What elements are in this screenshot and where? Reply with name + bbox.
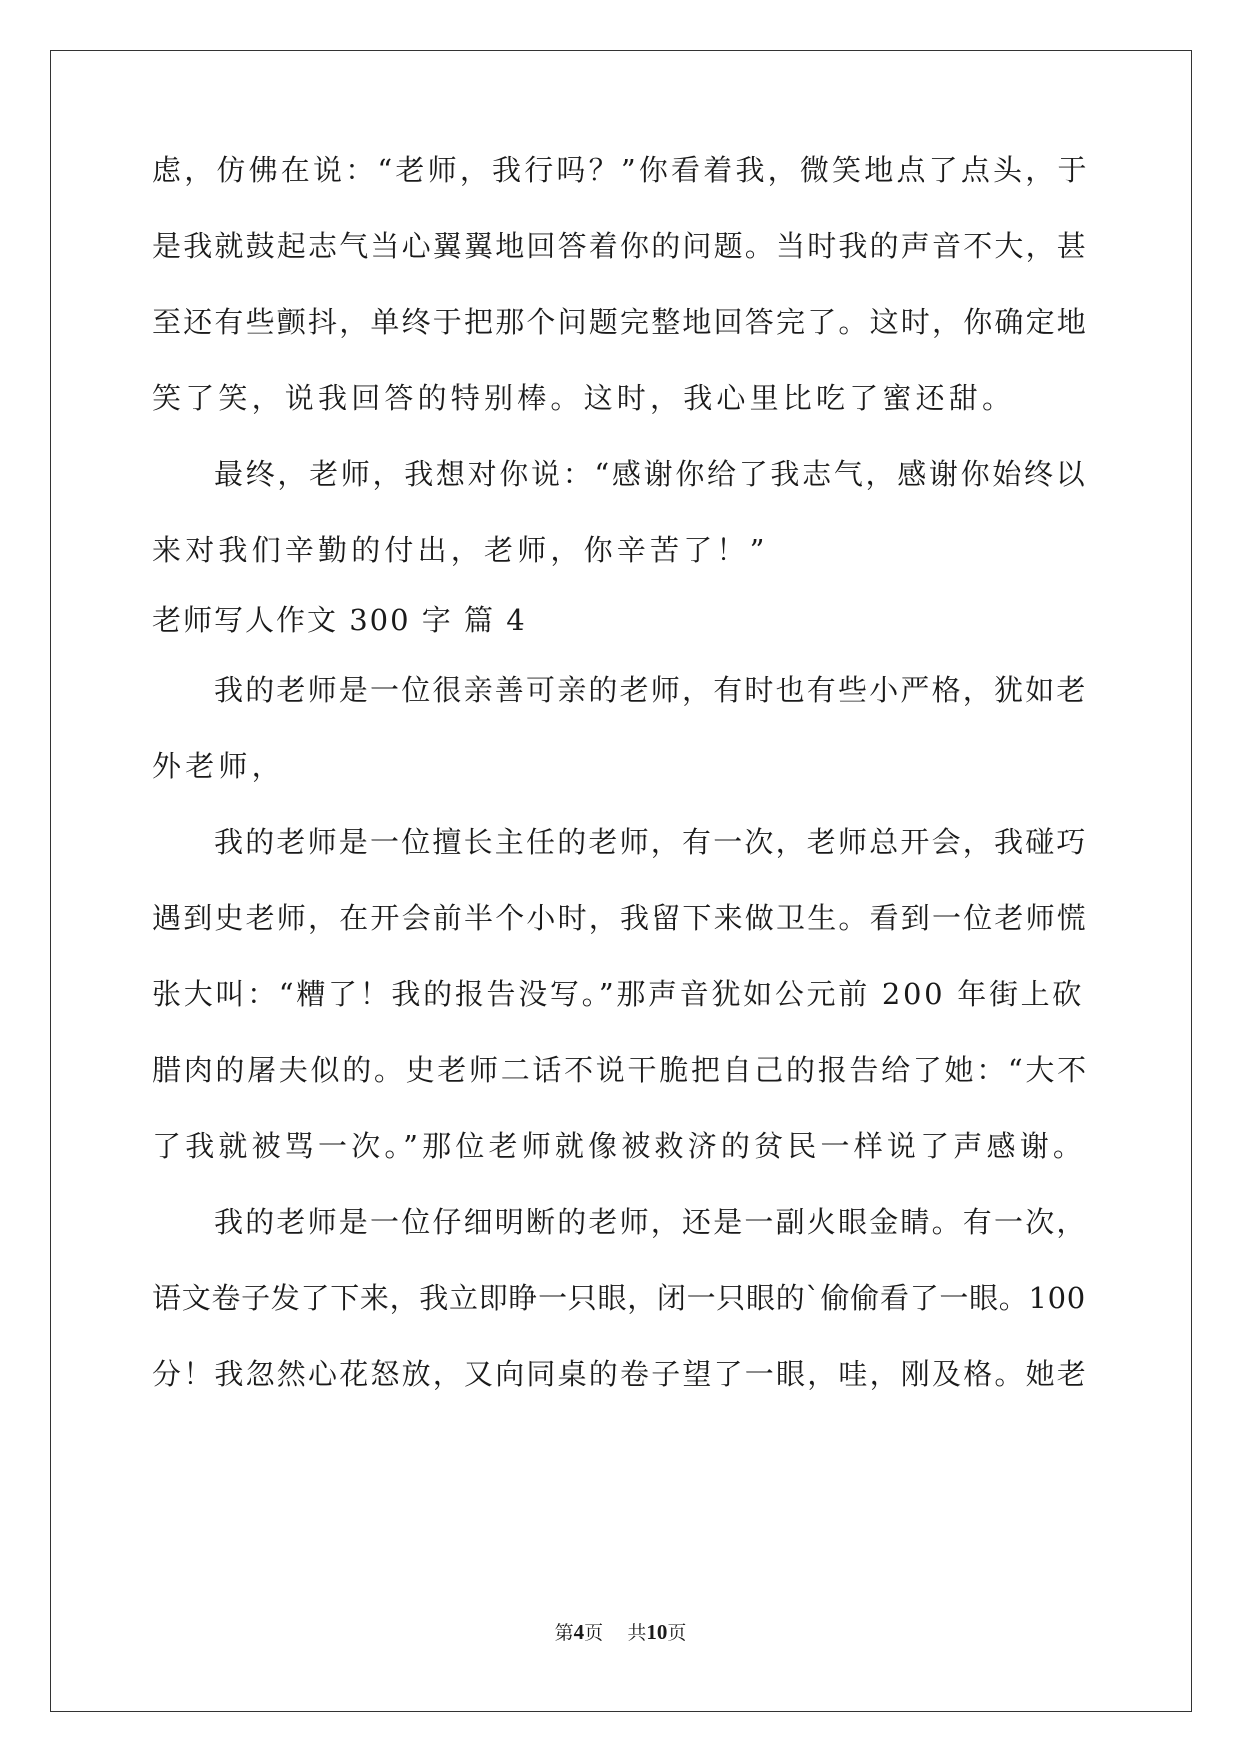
paragraph-line: 遇到史老师，在开会前半个小时，我留下来做卫生。看到一位老师慌 — [152, 901, 1089, 935]
footer-page-prefix: 第 — [554, 1622, 574, 1644]
paragraph-line: 语文卷子发了下来，我立即睁一只眼，闭一只眼的`偷偷看了一眼。100 — [152, 1281, 1086, 1315]
paragraph-line: 了我就被骂一次。”那位老师就像被救济的贫民一样说了声感谢。 — [152, 1129, 1087, 1163]
paragraph-line: 我的老师是一位擅长主任的老师，有一次，老师总开会，我碰巧 — [214, 825, 1088, 859]
footer-page-number: 4 — [573, 1620, 585, 1644]
paragraph-line: 我的老师是一位仔细明断的老师，还是一副火眼金睛。有一次， — [214, 1205, 1088, 1239]
footer-total-pages: 10 — [646, 1620, 668, 1644]
paragraph-line: 虑，仿佛在说：“老师，我行吗？”你看着我，微笑地点了点头，于 — [152, 153, 1090, 187]
footer-total-prefix: 共 — [627, 1622, 647, 1644]
paragraph-line: 至还有些颤抖，单终于把那个问题完整地回答完了。这时，你确定地 — [152, 305, 1089, 339]
footer-total-suffix: 页 — [667, 1622, 687, 1644]
page-footer — [0, 1620, 1241, 1645]
paragraph-line: 来对我们辛勤的付出，老师，你辛苦了！” — [152, 533, 769, 567]
paragraph-line: 我的老师是一位很亲善可亲的老师，有时也有些小严格，犹如老 — [214, 673, 1088, 707]
paragraph-line: 笑了笑，说我回答的特别棒。这时，我心里比吃了蜜还甜。 — [152, 381, 1016, 415]
paragraph-line: 分！我忽然心花怒放，又向同桌的卷子望了一眼，哇，刚及格。她老 — [152, 1357, 1089, 1391]
paragraph-line: 张大叫：“糟了！我的报告没写。”那声音犹如公元前 200 年街上砍 — [152, 977, 1085, 1011]
section-heading: 老师写人作文 300 字 篇 4 — [152, 603, 527, 637]
footer-page-suffix: 页 — [584, 1622, 604, 1644]
paragraph-line: 腊肉的屠夫似的。史老师二话不说干脆把自己的报告给了她：“大不 — [152, 1053, 1089, 1087]
paragraph-line: 外老师， — [152, 749, 285, 783]
paragraph-line: 是我就鼓起志气当心翼翼地回答着你的问题。当时我的声音不大，甚 — [152, 229, 1089, 263]
paragraph-line: 最终，老师，我想对你说：“感谢你给了我志气，感谢你始终以 — [214, 457, 1088, 491]
page-border — [50, 50, 1192, 1712]
